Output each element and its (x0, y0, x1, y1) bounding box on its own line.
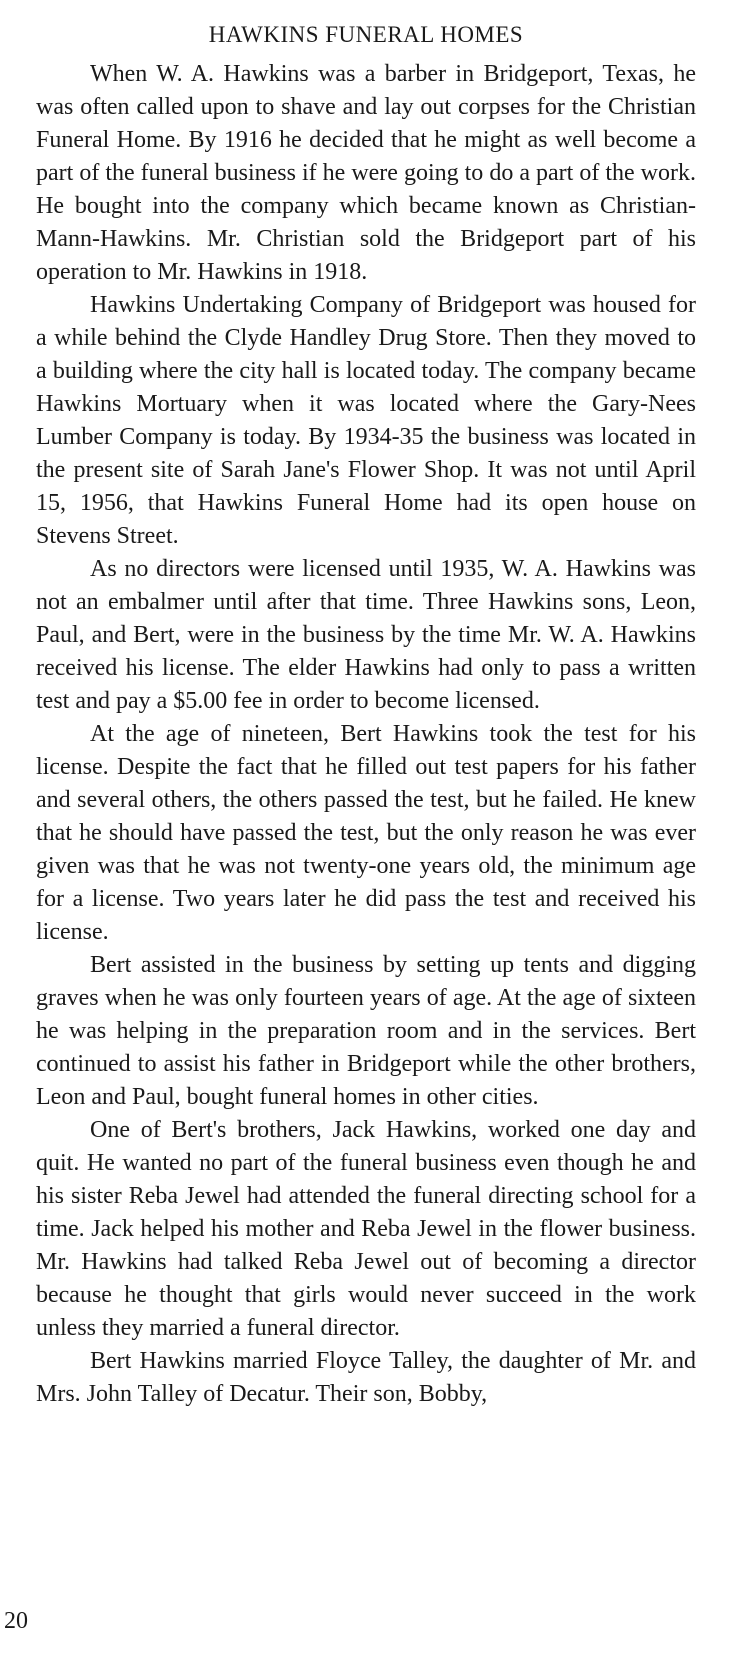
paragraph-5: Bert assisted in the business by setting up tents and digging graves when he was only fourteen years of age. At the age of sixteen he was helping in the preparation room and in the services. Bert continued to assist his father in Bridgeport while the other brothers, Leon and Paul, bought funeral homes in other cities. (36, 952, 696, 1110)
paragraph-1: When W. A. Hawkins was a barber in Bridgeport, Texas, he was often called upon to shave and lay out corpses for the Christian Funeral Home. By 1916 he decided that he might as well become a part of the funeral business if he were going to do a part of the work. He bought into the company which became known as Christian-Mann-Hawkins. Mr. Christian sold the Bridgeport part of his operation to Mr. Hawkins in 1918. (36, 61, 696, 285)
paragraph-2: Hawkins Undertaking Company of Bridgeport was housed for a while behind the Clyde Handley Drug Store. Then they moved to a building where the city hall is located today. The company became Hawkins Mortuary when it was located where the Gary-Nees Lumber Company is today. By 1934-35 the business was located in the present site of Sarah Jane's Flower Shop. It was not until April 15, 1956, that Hawkins Funeral Home had its open house on Stevens Street. (36, 292, 696, 549)
paragraph-3: As no directors were licensed until 1935, W. A. Hawkins was not an embalmer until after that time. Three Hawkins sons, Leon, Paul, and Bert, were in the business by the time Mr. W. A. Hawkins received his license. The elder Hawkins had only to pass a written test and pay a $5.00 fee in order to become licensed. (36, 556, 696, 714)
paragraph-4: At the age of nineteen, Bert Hawkins took the test for his license. Despite the fact that he filled out test papers for his father and several others, the others passed the test, but he failed. He knew that he should have passed the test, but the only reason he was ever given was that he was not twenty-one years old, the minimum age for a license. Two years later he did pass the test and received his license. (36, 721, 696, 945)
paragraph-6: One of Bert's brothers, Jack Hawkins, worked one day and quit. He wanted no part of the funeral business even though he and his sister Reba Jewel had attended the funeral directing school for a time. Jack helped his mother and Reba Jewel in the flower business. Mr. Hawkins had talked Reba Jewel out of becoming a director because he thought that girls would never succeed in the work unless they married a funeral director. (36, 1117, 696, 1341)
paragraph-7: Bert Hawkins married Floyce Talley, the daughter of Mr. and Mrs. John Talley of Decatur. Their son, Bobby, (36, 1348, 696, 1407)
document-page (36, 18, 696, 1411)
page-title: HAWKINS FUNERAL HOMES (208, 22, 524, 47)
body-text (36, 58, 696, 1411)
page-number: 20 (4, 1608, 28, 1634)
